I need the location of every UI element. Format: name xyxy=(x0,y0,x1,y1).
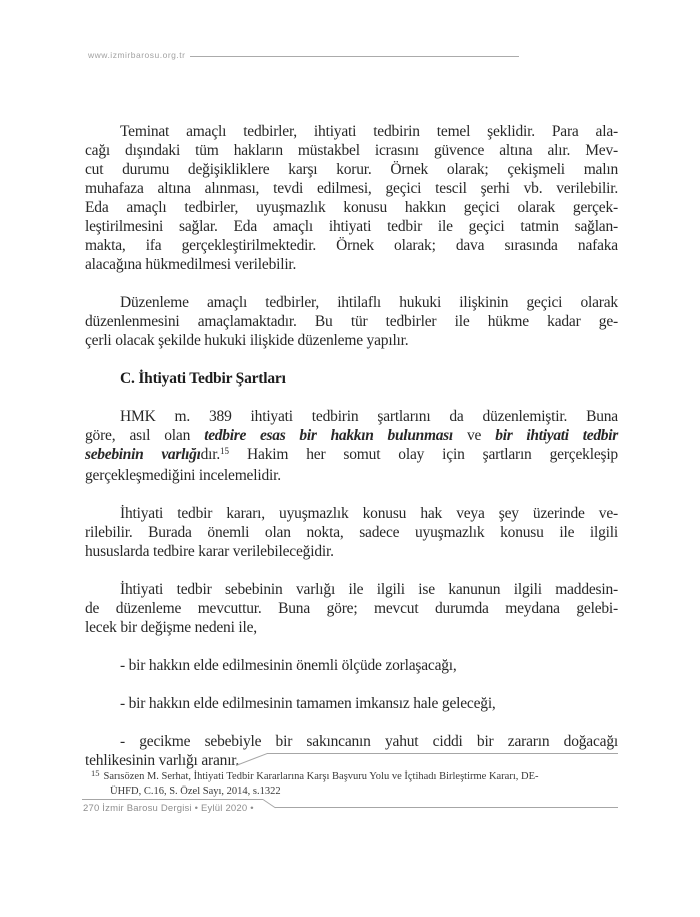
text-line: İhtiyati tedbir sebebinin varlığı ile ilgili ise kanunun ilgili maddesin- xyxy=(120,581,618,598)
text-line: Teminat amaçlı tedbirler, ihtiyati tedbirin temel şeklidir. Para ala- xyxy=(120,123,618,140)
text-line: gerçekleşmediğini incelemelidir. xyxy=(85,467,281,484)
text-line: HMK m. 389 ihtiyati tedbirin şartlarını da düzenlemiştir. Buna xyxy=(120,408,618,425)
text-line: hususlarda tedbire karar verilebileceğidir. xyxy=(85,543,334,560)
footnote xyxy=(91,769,618,799)
footnote-text: Sarısözen M. Serhat, İhtiyati Tedbir Kararlarına Karşı Başvuru Yolu ve İçtihadı Birleştirme Kararı, DE- xyxy=(103,771,539,782)
footnote-reference: 15 xyxy=(220,446,230,456)
footnote-rule xyxy=(267,753,618,754)
footer-rule-right xyxy=(275,807,618,808)
text-line: alacağına hükmedilmesi verilebilir. xyxy=(85,256,297,273)
footer-rule-diagonal xyxy=(263,799,276,808)
list-item: - bir hakkın elde edilmesinin tamamen imkansız hale geleceği, xyxy=(120,695,496,712)
text-run: göre, asıl olan xyxy=(85,427,205,444)
text-line: Düzenleme amaçlı tedbirler, ihtilaflı hukuki ilişkinin geçici olarak xyxy=(120,294,618,311)
text-line: rilebilir. Burada önemli olan nokta, sadece uyuşmazlık konusu ile ilgili xyxy=(85,524,618,541)
text-run: dır. xyxy=(200,446,221,463)
list-item: - bir hakkın elde edilmesinin önemli ölçüde zorlaşacağı, xyxy=(120,657,457,674)
paragraph-hmk xyxy=(85,407,618,485)
emphasis-run: tedbire esas bir hakkın bulunması xyxy=(204,427,453,444)
text-line xyxy=(85,445,618,466)
text-line xyxy=(85,426,618,445)
footnote-line xyxy=(91,769,618,784)
footnote-marker: 15 xyxy=(91,768,100,778)
paragraph-karar xyxy=(85,504,618,561)
text-line: leştirilmesini sağlar. Eda amaçlı ihtiyati tedbir ile geçici tatmin sağlan- xyxy=(85,218,618,235)
page-footer: 270 İzmir Barosu Dergisi • Eylül 2020 • xyxy=(83,803,254,814)
article-body xyxy=(85,122,618,770)
text-line: muhafaza altına alınması, tevdi edilmesi, geçici tescil şerhi vb. verilebilir. xyxy=(85,180,618,197)
header-url: www.izmirbarosu.org.tr xyxy=(88,50,186,60)
text-line: düzenlenmesini amaçlamaktadır. Bu tür tedbirler ile hükme kadar ge- xyxy=(85,313,618,330)
paragraph-sebep xyxy=(85,580,618,637)
emphasis-run: sebebinin varlığı xyxy=(85,446,201,463)
header-rule xyxy=(190,56,519,57)
text-line: makta, ifa gerçekleştirilmektedir. Örnek olarak; dava sırasında nafaka xyxy=(85,237,618,254)
text-line: de düzenleme mevcuttur. Buna göre; mevcut durumda meydana gelebi- xyxy=(85,600,618,617)
text-line: - gecikme sebebiyle bir sakıncanın yahut ciddi bir zararın doğacağı xyxy=(120,733,618,750)
text-line: lecek bir değişme nedeni ile, xyxy=(85,619,257,636)
list-item xyxy=(85,732,618,770)
text-line: tehlikesinin varlığı aranır. xyxy=(85,752,240,769)
footer-rule-left xyxy=(82,799,263,800)
text-line: cut durumu değişikliklere karşı korur. Örnek olarak; çekişmeli malın xyxy=(85,161,618,178)
text-run: Hakim her somut olay için şartların gerçekleşip xyxy=(229,446,618,463)
text-line: İhtiyati tedbir kararı, uyuşmazlık konusu hak veya şey üzerinde ve- xyxy=(120,505,618,522)
text-run: ve xyxy=(452,427,496,444)
emphasis-run: bir ihtiyati tedbir xyxy=(495,427,618,444)
text-line: Eda amaçlı tedbirler, uyuşmazlık konusu hakkın geçici olarak gerçek- xyxy=(85,199,618,216)
paragraph-duzenleme xyxy=(85,293,618,350)
section-heading: C. İhtiyati Tedbir Şartları xyxy=(120,370,286,387)
footnote-line: ÜHFD, C.16, S. Özel Sayı, 2014, s.1322 xyxy=(110,786,281,797)
paragraph-teminat xyxy=(85,122,618,274)
text-line: çerli olacak şekilde hukuki ilişkide düzenleme yapılır. xyxy=(85,332,409,349)
text-line: cağı dışındaki tüm hakların müstakbel icrasını güvence altına alır. Mev- xyxy=(85,142,618,159)
